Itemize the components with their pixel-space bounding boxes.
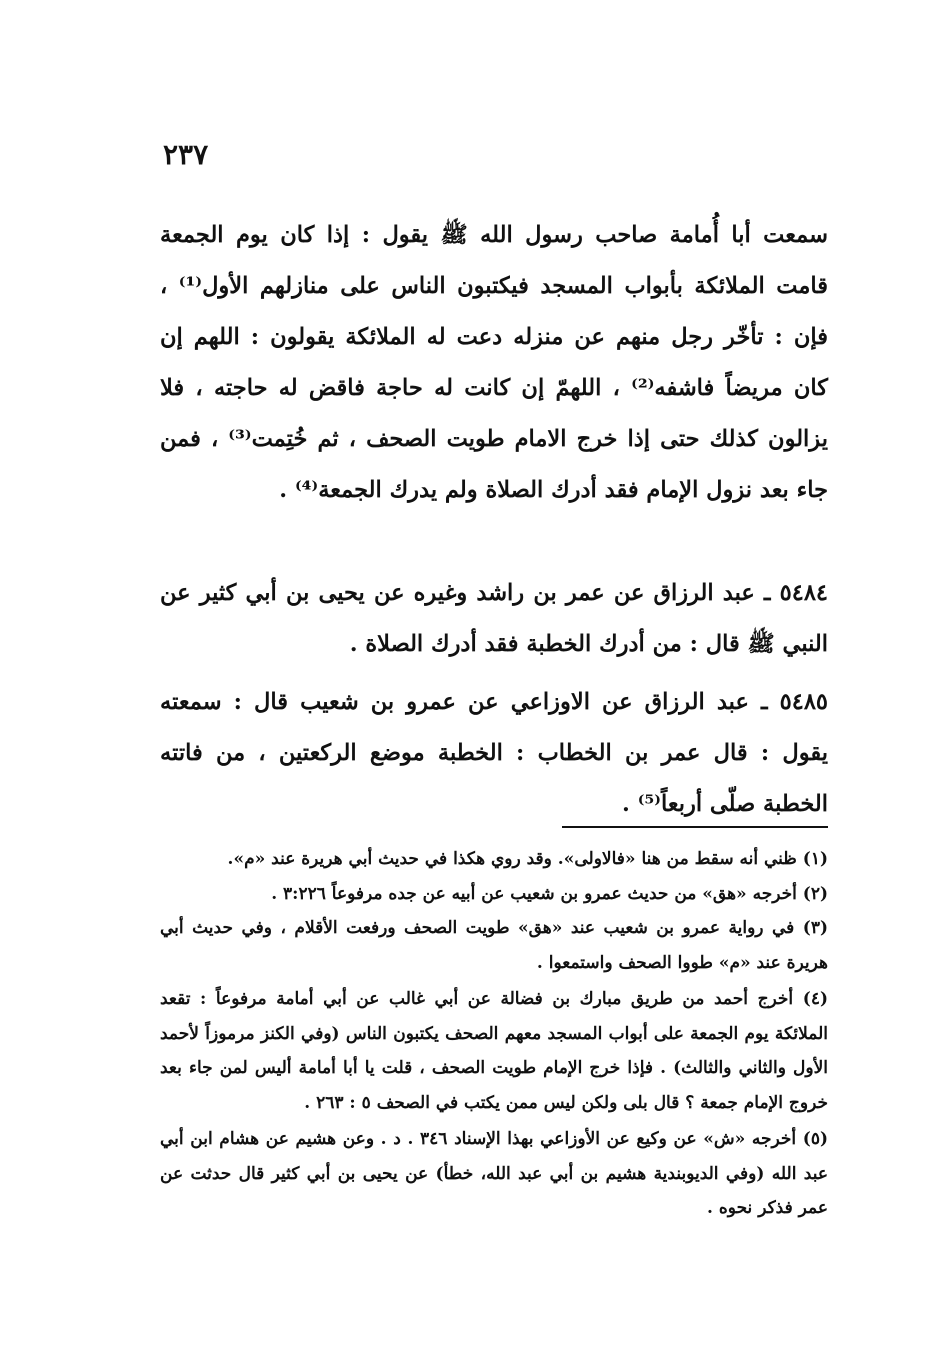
footnote-3 — [160, 911, 828, 980]
hadith-5484 — [160, 568, 828, 670]
main-paragraph — [160, 210, 828, 516]
footnote-text: ظني أنه سقط من هنا «فالاولى». وقد روي هكذا في حديث أبي هريرة عند «م». — [227, 849, 803, 869]
footnote-5 — [160, 1122, 828, 1226]
footnote-marker: (٤) — [802, 989, 828, 1009]
hadith-text: ـ عبد الرزاق عن عمر بن راشد وغيره عن يحيى بن أبي كثير عن النبي ﷺ قال : من أدرك الخطبة فقد أدرك الصلاة . — [160, 580, 828, 657]
footnote-marker: (١) — [802, 849, 828, 869]
footnote-4 — [160, 982, 828, 1120]
footnote-text: أخرجه «هق» من حديث عمرو بن شعيب عن أبيه عن جده مرفوعاً ٣:٢٢٦ . — [271, 883, 803, 904]
paragraph-text: سمعت أبا أُمامة صاحب رسول الله ﷺ يقول : إذا كان يوم الجمعة قامت الملائكة بأبواب المسجد فيكتبون الناس على منازلهم الأول⁽¹⁾ ، فإن : تأخّر رجل منهم عن منزله دعت له الملائكة يقولون : اللهم إن كان مريضاً فاشفه⁽²⁾ ، اللهمّ إن كانت له حاجة فاقض له حاجته ، فلا يزالون كذلك حتى إذا خرج الامام طويت الصحف ، ثم خُتِمت⁽³⁾ ، فمن جاء بعد نزول الإمام فقد أدرك الصلاة ولم يدرك الجمعة⁽⁴⁾ . — [160, 222, 829, 503]
hadith-paragraph — [160, 677, 828, 830]
footnote-marker: (٣) — [802, 918, 828, 938]
footnote-1 — [160, 842, 828, 877]
footnote-text: أخرج أحمد من طريق مبارك بن فضالة عن أبي غالب عن أبي أمامة مرفوعاً : تقعد الملائكة يوم الجمعة على أبواب المسجد معهم الصحف يكتبون الناس (وفي الكنز مرموزاً لأحمد الأول والثاني والثالث) . فإذا خرج الإمام طويت الصحف ، قلت يا أبا أمامة أليس لمن جاء بعد خروج الإمام جمعة ؟ قال بلى ولكن ليس ممن يكتب في الصحف ٥ : ٢٦٣ . — [160, 989, 828, 1113]
footnote-marker: (٥) — [802, 1129, 828, 1149]
hadith-paragraph — [160, 568, 828, 670]
hadith-number: ٥٤٨٤ — [779, 580, 828, 606]
footnote-2 — [160, 877, 828, 912]
footnote-text: في رواية عمرو بن شعيب عند «هق» طويت الصحف ورفعت الأقلام ، وفي حديث أبي هريرة عند «م» طووا الصحف واستمعوا . — [160, 918, 828, 973]
hadith-text: ـ عبد الرزاق عن الاوزاعي عن عمرو بن شعيب قال : سمعته يقول : قال عمر بن الخطاب : الخطبة موضع الركعتين ، من فاتته الخطبة صلّى أربعاً⁽⁵⁾ . — [160, 689, 828, 817]
footnote-divider — [562, 826, 828, 828]
hadith-5485 — [160, 677, 828, 830]
footnote-marker: (٢) — [802, 883, 828, 904]
footnotes — [160, 842, 828, 1226]
footnote-text: أخرجه «ش» عن وكيع عن الأوزاعي بهذا الإسناد ٣٤٦ . د . وعن هشيم عن هشام ابن أبي عبد الله (وفي الديوبندية هشيم بن أبي عبد الله، خطأ) عن يحيى بن أبي كثير قال حدثت عن عمر فذكر نحوه . — [160, 1129, 828, 1218]
hadith-number: ٥٤٨٥ — [779, 689, 828, 715]
page-number: ٢٣٧ — [163, 138, 209, 171]
